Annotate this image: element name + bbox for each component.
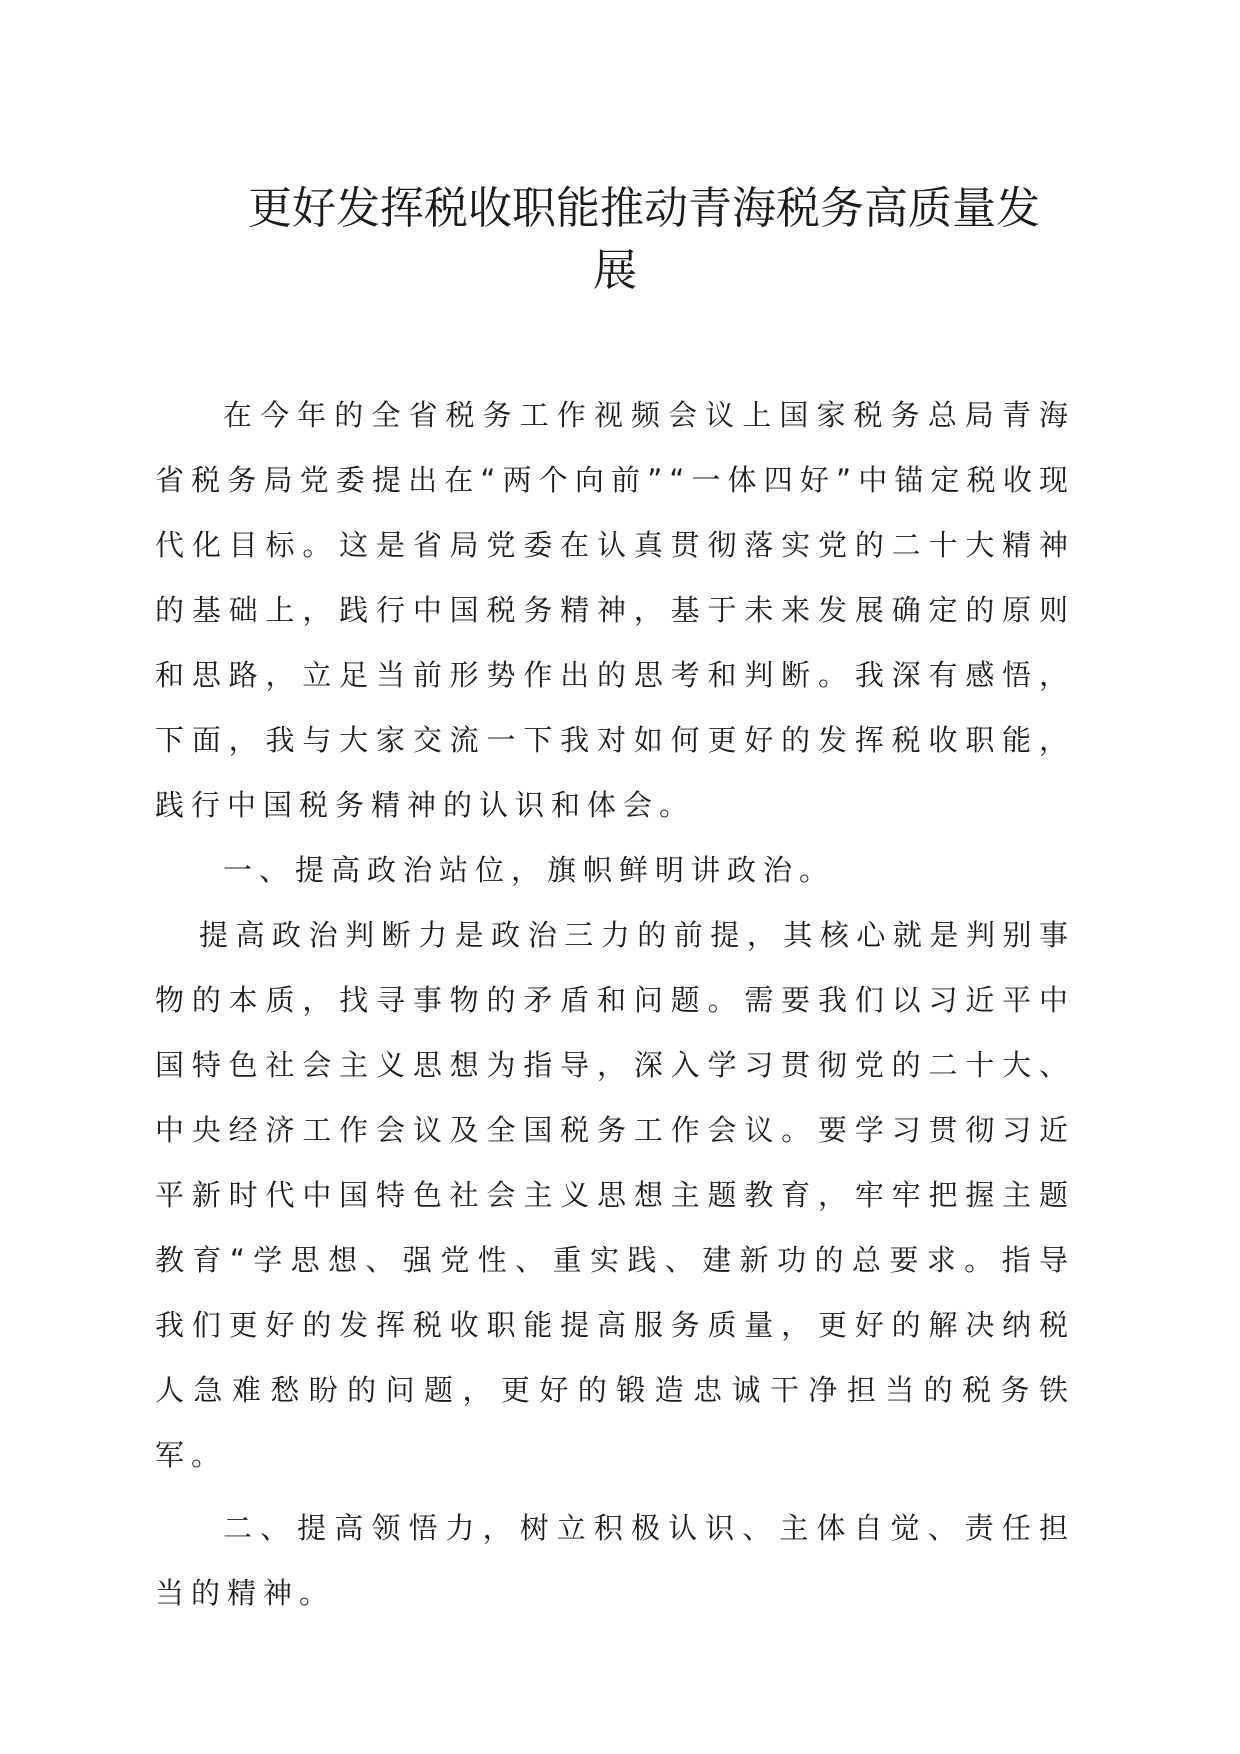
section-heading-1: 一、提高政治站位，旗帜鲜明讲政治。 bbox=[223, 853, 836, 887]
title-line-2: 展 bbox=[593, 245, 637, 296]
section-heading-2: 二、提高领悟力，树立积极认识、主体自觉、责任担当的精神。 bbox=[155, 1511, 1075, 1610]
document-title bbox=[248, 178, 1088, 302]
title-line-1: 更好发挥税收职能推动青海税务高质量发 bbox=[248, 183, 1040, 234]
paragraph-intro: 在今年的全省税务工作视频会议上国家税务总局青海省税务局党委提出在“两个向前”“一体四好”中锚定税收现代化目标。这是省局党委在认真贯彻落实党的二十大精神的基础上，践行中国税务精神，基于未来发展确定的原则和思路，立足当前形势作出的思考和判断。我深有感悟，下面，我与大家交流一下我对如何更好的发挥税收职能，践行中国税务精神的认识和体会。 bbox=[155, 398, 1075, 822]
document-body bbox=[155, 383, 1075, 1626]
paragraph-section-1: 提高政治判断力是政治三力的前提，其核心就是判别事物的本质，找寻事物的矛盾和问题。需要我们以习近平中国特色社会主义思想为指导，深入学习贯彻党的二十大、中央经济工作会议及全国税务工作会议。要学习贯彻习近平新时代中国特色社会主义思想主题教育，牢牢把握主题教育“学思想、强党性、重实践、建新功的总要求。指导我们更好的发挥税收职能提高服务质量，更好的解决纳税人急难愁盼的问题，更好的锻造忠诚干净担当的税务铁军。 bbox=[155, 918, 1075, 1472]
